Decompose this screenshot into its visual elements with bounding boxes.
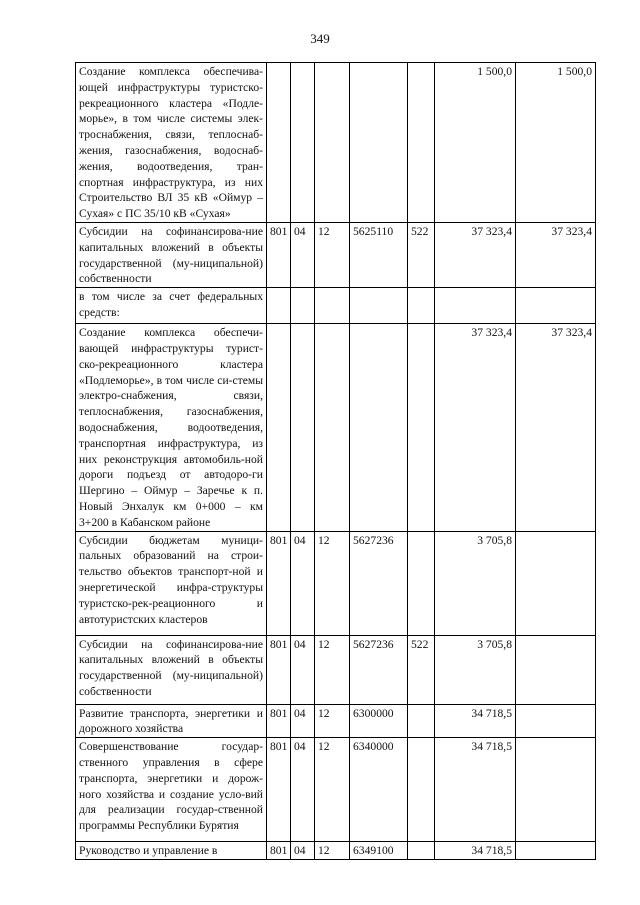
row-name: Создание комплекса обеспечива-ющей инфраструктуры туристско-рекреационного кластера «Подле-морье», в том числе системы элек-троснабжения, связи, теплоснаб-жения, газоснабжения, водоснаб-жения, водоотведения, тран-спортная инфраструктура, из них Строительство ВЛ 35 кВ «Оймур – Сухая» с ПС 35/10 кВ «Сухая» <box>76 63 267 223</box>
row-subsection: 12 <box>315 704 350 738</box>
row-amount-1 <box>435 288 516 324</box>
row-name: Руководство и управление в <box>76 842 267 860</box>
row-name: Субсидии на софинансирова-ние капитальных вложений в объекты государственной (му-ниципальной) собственности <box>76 222 267 287</box>
row-amount-1: 34 718,5 <box>435 842 516 860</box>
row-amount-1: 34 718,5 <box>435 738 516 842</box>
row-amount-2: 1 500,0 <box>516 63 596 223</box>
table-row <box>76 63 596 223</box>
row-article: 6340000 <box>350 738 408 842</box>
row-type <box>408 531 435 635</box>
row-amount-2 <box>516 738 596 842</box>
row-amount-1: 3 705,8 <box>435 635 516 704</box>
row-section: 04 <box>291 704 315 738</box>
row-ministry: 801 <box>267 842 291 860</box>
row-subsection: 12 <box>315 222 350 287</box>
row-amount-2 <box>516 531 596 635</box>
budget-table <box>75 62 596 860</box>
row-type <box>408 324 435 531</box>
row-type <box>408 704 435 738</box>
row-amount-1: 37 323,4 <box>435 324 516 531</box>
row-amount-2 <box>516 842 596 860</box>
row-article: 6349100 <box>350 842 408 860</box>
row-amount-1: 37 323,4 <box>435 222 516 287</box>
table-row <box>76 222 596 287</box>
row-type <box>408 842 435 860</box>
row-amount-1: 34 718,5 <box>435 704 516 738</box>
row-article <box>350 324 408 531</box>
row-ministry: 801 <box>267 531 291 635</box>
row-name: Создание комплекса обеспечи-вающей инфраструктуры турист-ско-рекреационного кластера «Подлеморье», в том числе си-стемы электро-снабжения, связи, теплоснабжения, газоснабжения, водоснабжения, водоотведения, транспортная инфраструктура, из них реконструкция автомобиль-ной дороги подъезд от автодоро-ги Шергино – Оймур – Заречье к п. Новый Энхалук км 0+000 – км 3+200 в Кабанском районе <box>76 324 267 531</box>
row-section <box>291 288 315 324</box>
row-section: 04 <box>291 842 315 860</box>
row-article <box>350 63 408 223</box>
row-section <box>291 63 315 223</box>
table-row <box>76 842 596 860</box>
row-ministry <box>267 63 291 223</box>
row-subsection <box>315 63 350 223</box>
row-type: 522 <box>408 222 435 287</box>
row-section: 04 <box>291 635 315 704</box>
row-amount-1: 1 500,0 <box>435 63 516 223</box>
table-row <box>76 324 596 531</box>
row-type <box>408 288 435 324</box>
row-subsection: 12 <box>315 842 350 860</box>
row-type: 522 <box>408 635 435 704</box>
row-amount-1: 3 705,8 <box>435 531 516 635</box>
row-ministry <box>267 288 291 324</box>
row-section: 04 <box>291 531 315 635</box>
table-row <box>76 704 596 738</box>
row-ministry: 801 <box>267 704 291 738</box>
row-article: 5627236 <box>350 531 408 635</box>
row-ministry: 801 <box>267 222 291 287</box>
row-amount-2 <box>516 635 596 704</box>
row-subsection: 12 <box>315 531 350 635</box>
table-row <box>76 738 596 842</box>
table-row <box>76 531 596 635</box>
row-type <box>408 738 435 842</box>
row-ministry: 801 <box>267 635 291 704</box>
row-section: 04 <box>291 738 315 842</box>
row-name: Развитие транспорта, энергетики и дорожного хозяйства <box>76 704 267 738</box>
row-amount-2 <box>516 704 596 738</box>
page-number: 349 <box>310 31 330 46</box>
row-name: Совершенствование государ-ственного управления в сфере транспорта, энергетики и дорож-ного хозяйства и создание усло-вий для реализации государ-ственной программы Республики Бурятия <box>76 738 267 842</box>
row-article: 6300000 <box>350 704 408 738</box>
row-section <box>291 324 315 531</box>
row-name: Субсидии на софинансирова-ние капитальных вложений в объекты государственной (му-ниципальной) собственности <box>76 635 267 704</box>
row-amount-2: 37 323,4 <box>516 222 596 287</box>
row-article: 5627236 <box>350 635 408 704</box>
row-subsection: 12 <box>315 635 350 704</box>
row-article: 5625110 <box>350 222 408 287</box>
row-name: Субсидии бюджетам муници-пальных образований на строи-тельство объектов транспорт-ной и энергетической инфра-структуры туристско-рек-реационного и автотуристских кластеров <box>76 531 267 635</box>
row-subsection <box>315 324 350 531</box>
row-subsection: 12 <box>315 738 350 842</box>
row-ministry: 801 <box>267 738 291 842</box>
row-subsection <box>315 288 350 324</box>
row-ministry <box>267 324 291 531</box>
row-type <box>408 63 435 223</box>
row-name: в том числе за счет федеральных средств: <box>76 288 267 324</box>
table-row <box>76 635 596 704</box>
row-article <box>350 288 408 324</box>
table-row <box>76 288 596 324</box>
row-amount-2 <box>516 288 596 324</box>
row-section: 04 <box>291 222 315 287</box>
row-amount-2: 37 323,4 <box>516 324 596 531</box>
